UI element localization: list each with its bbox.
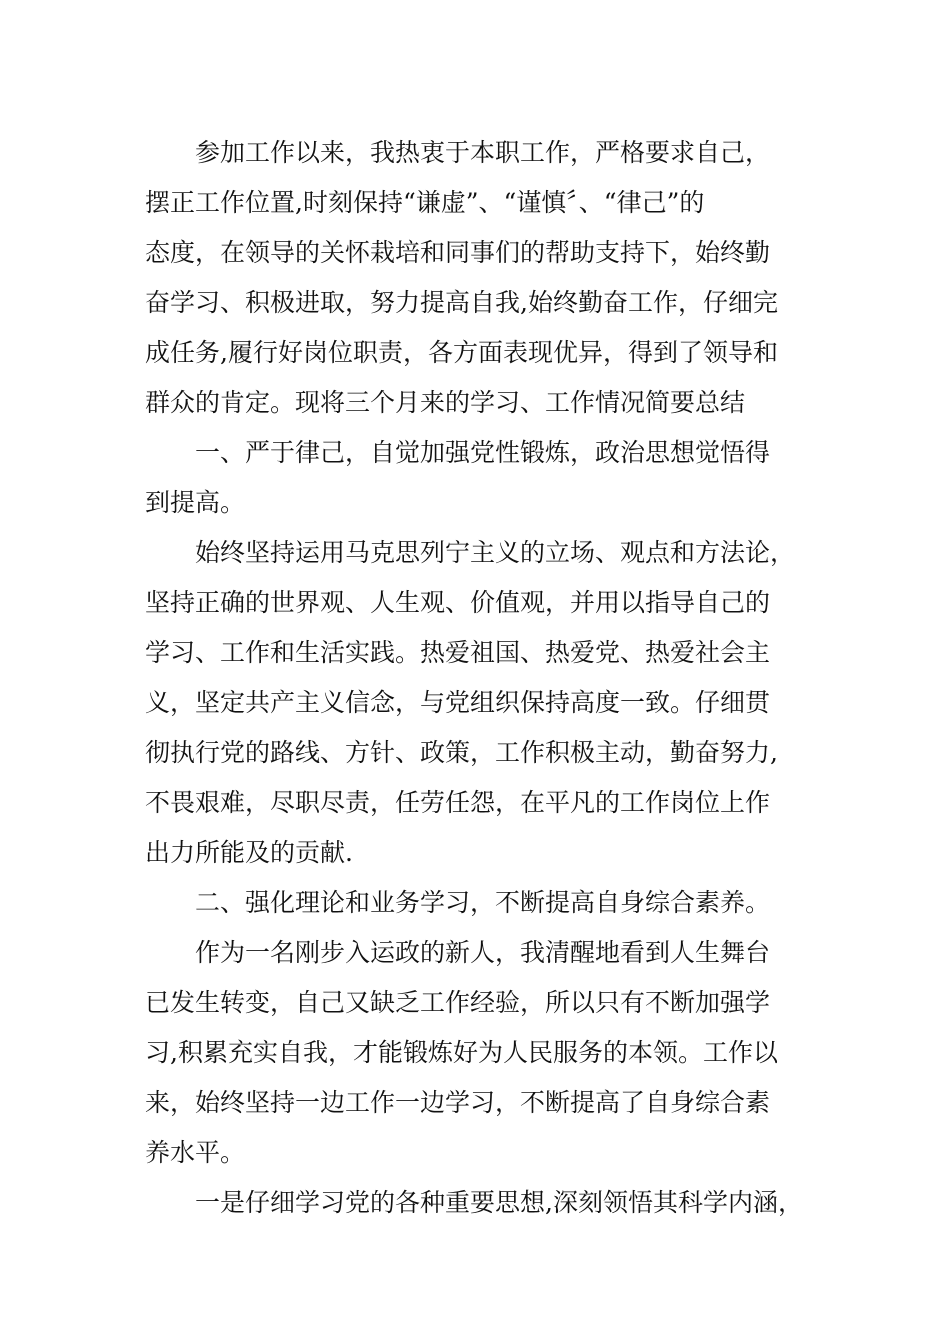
text-line: 来，始终坚持一边工作一边学习，不断提高了自身综合素 <box>145 1088 771 1117</box>
section-heading: 到提高。 <box>145 488 246 517</box>
section-heading: 二、强化理论和业务学习，不断提高自身综合素养。 <box>195 888 771 917</box>
text-line: 成任务,履行好岗位职责，各方面表现优异，得到了领导和 <box>145 338 778 367</box>
text-line: 一是仔细学习党的各种重要思想,深刻领悟其科学内涵， <box>195 1188 803 1217</box>
text-line: 摆正工作位置,时刻保持“谦虚”、“谨慎〞、“律己”的 <box>145 188 705 217</box>
text-line: 已发生转变，自己又缺乏工作经验，所以只有不断加强学 <box>145 988 771 1017</box>
text-line: 始终坚持运用马克思列宁主义的立场、观点和方法论， <box>195 538 796 567</box>
document-body <box>145 128 825 1228</box>
text-line: 态度，在领导的关怀栽培和同事们的帮助支持下，始终勤 <box>145 238 771 267</box>
text-line: 作为一名刚步入运政的新人，我清醒地看到人生舞台 <box>195 938 771 967</box>
text-line: 学习、工作和生活实践。热爱祖国、热爱党、热爱社会主 <box>145 638 771 667</box>
text-line: 奋学习、积极进取，努力提高自我,始终勤奋工作，仔细完 <box>145 288 778 317</box>
text-line: 出力所能及的贡献. <box>145 838 353 867</box>
text-line: 参加工作以来，我热衷于本职工作，严格要求自己， <box>195 138 771 167</box>
text-line: 群众的肯定。现将三个月来的学习、工作情况简要总结 <box>145 388 746 417</box>
text-line: 义，坚定共产主义信念，与党组织保持高度一致。仔细贯 <box>145 688 771 717</box>
text-line: 养水平。 <box>145 1138 246 1167</box>
text-line: 彻执行党的路线、方针、政策，工作积极主动，勤奋努力, <box>145 738 778 767</box>
text-line: 习,积累充实自我，才能锻炼好为人民服务的本领。工作以 <box>145 1038 778 1067</box>
text-line: 不畏艰难，尽职尽责，任劳任怨，在平凡的工作岗位上作 <box>145 788 771 817</box>
text-line: 坚持正确的世界观、人生观、价值观，并用以指导自己的 <box>145 588 771 617</box>
section-heading: 一、严于律己，自觉加强党性锻炼，政治思想觉悟得 <box>195 438 771 467</box>
